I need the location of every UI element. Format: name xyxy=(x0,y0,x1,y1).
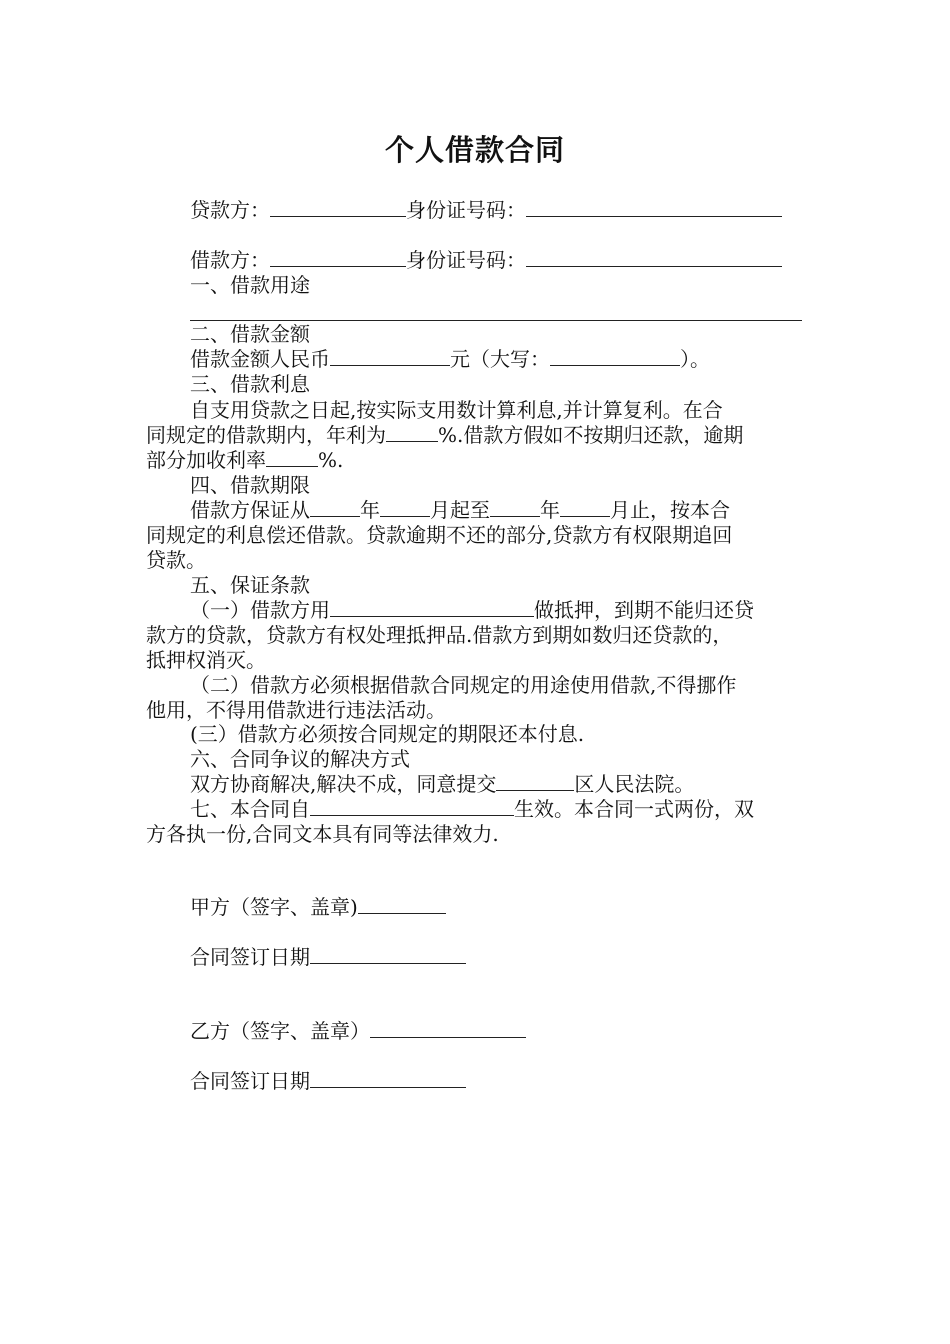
lender-label: 贷款方： xyxy=(190,198,270,222)
penalty-rate-blank[interactable] xyxy=(266,448,318,467)
guarantee-2-line-2: 他用，不得用借款进行违法活动。 xyxy=(146,698,446,722)
sign-date-line-a xyxy=(190,945,466,970)
sign-date-blank-a[interactable] xyxy=(310,945,466,964)
lender-id-blank[interactable] xyxy=(526,198,782,217)
amount-end: ）。 xyxy=(680,347,710,371)
end-year-blank[interactable] xyxy=(490,498,540,517)
guarantee-1-line-1 xyxy=(190,598,754,623)
end-month-blank[interactable] xyxy=(560,498,610,517)
court-label: 区人民法院。 xyxy=(574,772,695,796)
penalty-rate-label: 部分加收利率 xyxy=(146,448,266,472)
section-5-title: 五、保证条款 xyxy=(190,573,310,597)
term-line-2: 同规定的利息偿还借款。贷款逾期不还的部分,贷款方有权限期追回 xyxy=(146,523,733,547)
term-from-label: 借款方保证从 xyxy=(190,498,310,522)
term-line-1 xyxy=(190,498,730,523)
year-label-2: 年 xyxy=(540,498,560,522)
section-6-title: 六、合同争议的解决方式 xyxy=(190,747,410,771)
borrower-label: 借款方： xyxy=(190,248,270,272)
page-title: 个人借款合同 xyxy=(384,133,565,167)
start-month-blank[interactable] xyxy=(380,498,430,517)
sign-date-label-b: 合同签订日期 xyxy=(190,1069,310,1093)
amount-upper-blank[interactable] xyxy=(550,347,680,366)
lender-id-label: 身份证号码： xyxy=(406,198,526,222)
party-a-signature-blank[interactable] xyxy=(358,895,446,914)
sign-date-line-b xyxy=(190,1069,466,1094)
purpose-blank[interactable] xyxy=(190,320,802,321)
interest-line-1: 自支用贷款之日起,按实际支用数计算利息,并计算复利。在合 xyxy=(190,398,723,422)
amount-line xyxy=(190,347,710,372)
annual-rate-label: 同规定的借款期内，年利为 xyxy=(146,423,386,447)
collateral-text: 做抵押，到期不能归还贷 xyxy=(534,598,754,622)
month-to-label: 月起至 xyxy=(430,498,490,522)
lender-name-blank[interactable] xyxy=(270,198,406,217)
amount-blank[interactable] xyxy=(330,347,450,366)
start-year-blank[interactable] xyxy=(310,498,360,517)
guarantee-2-line-1: （二）借款方必须根据借款合同规定的用途使用借款,不得挪作 xyxy=(190,673,737,697)
party-a-signature-line xyxy=(190,895,446,920)
section-2-title: 二、借款金额 xyxy=(190,322,310,346)
borrower-name-blank[interactable] xyxy=(270,248,406,267)
guarantee-1-line-2: 款方的贷款，贷款方有权处理抵押品.借款方到期如数归还贷款的， xyxy=(146,623,733,647)
party-b-signature-blank[interactable] xyxy=(370,1019,526,1038)
collateral-label: （一）借款方用 xyxy=(190,598,330,622)
term-line-3: 贷款。 xyxy=(146,548,206,572)
guarantee-1-line-3: 抵押权消灭。 xyxy=(146,648,266,672)
borrower-id-label: 身份证号码： xyxy=(406,248,526,272)
dispute-text: 双方协商解决,解决不成，同意提交 xyxy=(190,772,497,796)
dispute-line xyxy=(190,772,694,797)
section-7-line-2: 方各执一份,合同文本具有同等法律效力. xyxy=(146,822,499,846)
amount-upper-label: 元（大写： xyxy=(450,347,550,371)
effective-text: 生效。本合同一式两份，双 xyxy=(514,797,754,821)
party-b-label: 乙方（签字、盖章） xyxy=(190,1019,370,1043)
penalty-rate-unit: %. xyxy=(318,448,344,472)
effective-date-blank[interactable] xyxy=(310,797,514,816)
amount-label: 借款金额人民币 xyxy=(190,347,330,371)
sign-date-label-a: 合同签订日期 xyxy=(190,945,310,969)
annual-rate-blank[interactable] xyxy=(386,423,438,442)
collateral-blank[interactable] xyxy=(330,598,534,617)
sign-date-blank-b[interactable] xyxy=(310,1069,466,1088)
overdue-text: %.借款方假如不按期归还款，逾期 xyxy=(438,423,744,447)
borrower-line xyxy=(190,248,782,273)
section-1-title: 一、借款用途 xyxy=(190,273,310,297)
effective-label: 七、本合同自 xyxy=(190,797,310,821)
party-b-signature-line xyxy=(190,1019,526,1044)
lender-line xyxy=(190,198,782,223)
borrower-id-blank[interactable] xyxy=(526,248,782,267)
interest-line-3 xyxy=(146,448,343,473)
section-3-title: 三、借款利息 xyxy=(190,372,310,396)
interest-line-2 xyxy=(146,423,743,448)
section-4-title: 四、借款期限 xyxy=(190,473,310,497)
section-7-line-1 xyxy=(190,797,754,822)
year-label: 年 xyxy=(360,498,380,522)
guarantee-3: (三）借款方必须按合同规定的期限还本付息. xyxy=(190,722,585,746)
party-a-label: 甲方（签字、盖章) xyxy=(190,895,358,919)
term-end-text: 月止，按本合 xyxy=(610,498,730,522)
court-blank[interactable] xyxy=(496,772,574,791)
